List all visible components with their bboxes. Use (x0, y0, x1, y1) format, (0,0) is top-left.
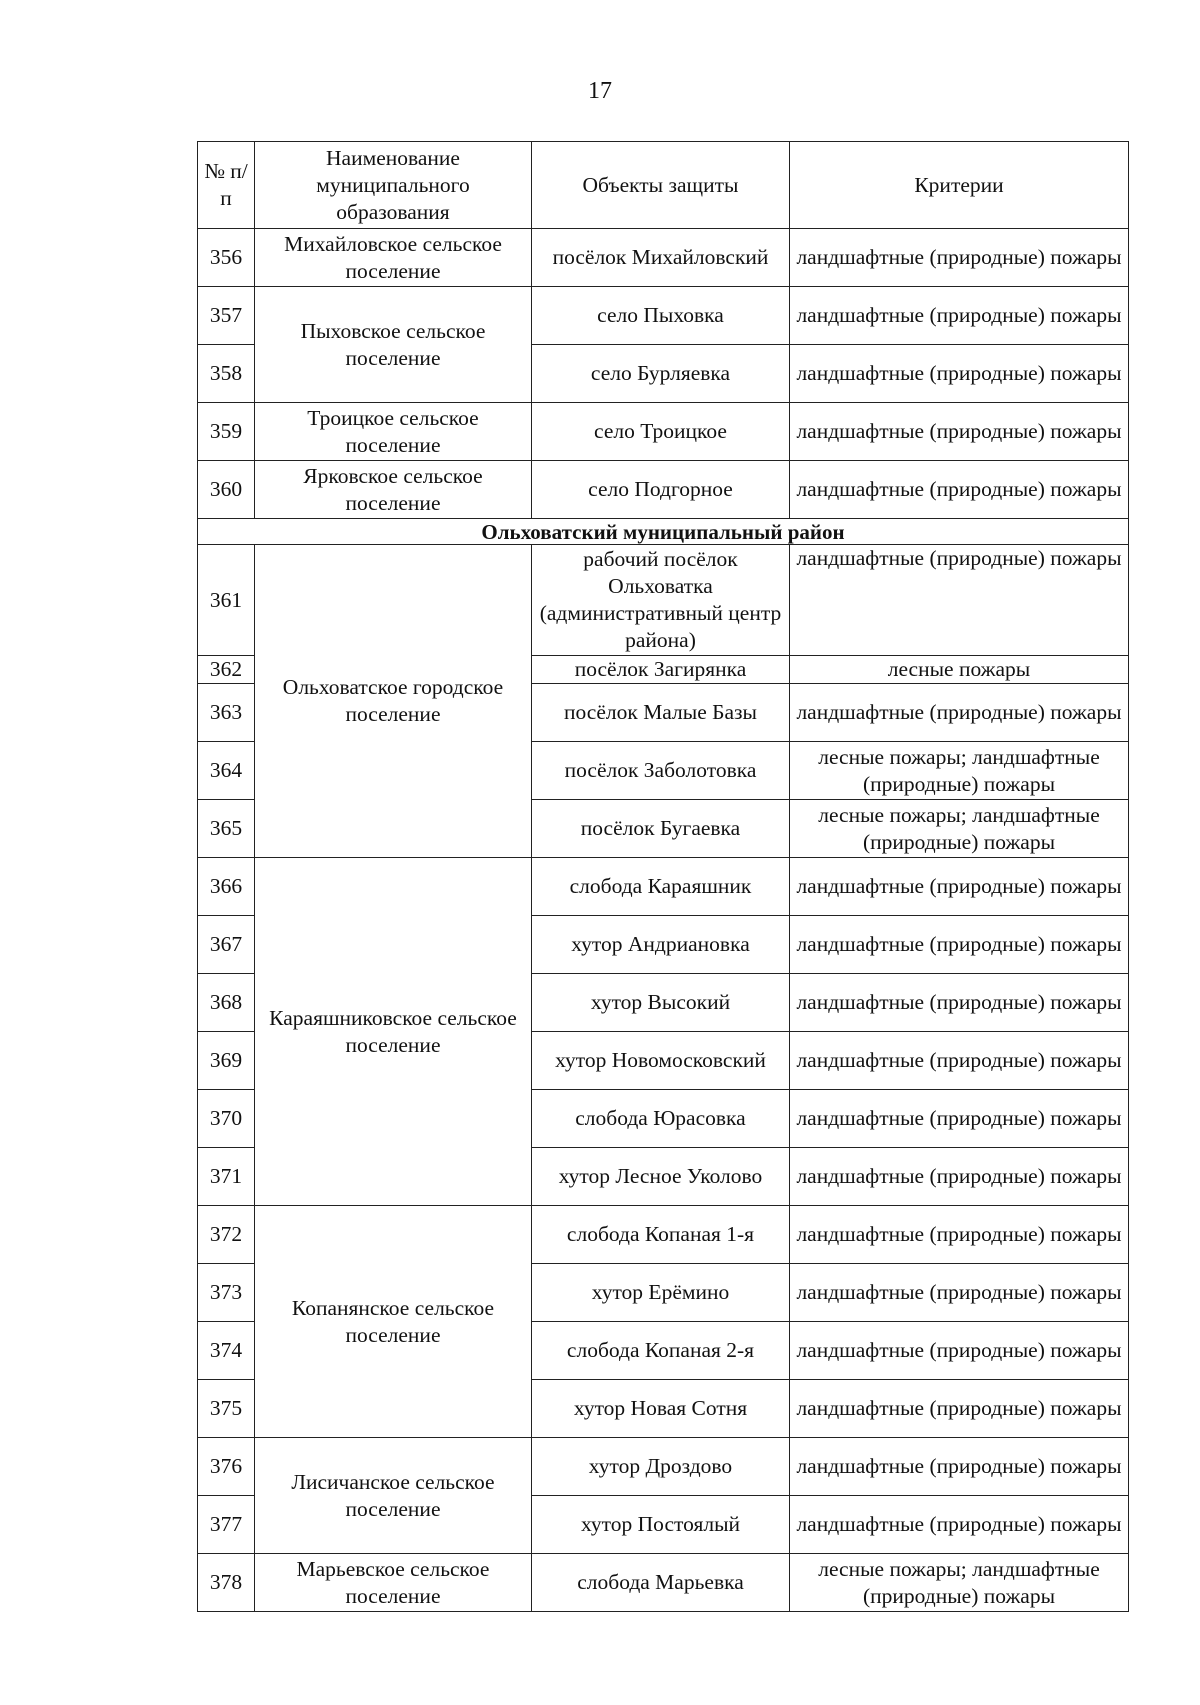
header-num: № п/п (198, 142, 255, 229)
row-object: слобода Юрасовка (532, 1090, 790, 1148)
row-object: посёлок Михайловский (532, 229, 790, 287)
row-criteria: ландшафтные (природные) пожары (790, 1148, 1129, 1206)
row-municipality: Михайловское сельское поселение (255, 229, 532, 287)
row-municipality: Караяшниковское сельское поселение (255, 858, 532, 1206)
section-row (198, 519, 1129, 545)
row-criteria: ландшафтные (природные) пожары (790, 1206, 1129, 1264)
row-num: 363 (198, 684, 255, 742)
row-num: 364 (198, 742, 255, 800)
row-municipality: Ольховатское городское поселение (255, 545, 532, 858)
table-row (198, 461, 1129, 519)
row-criteria: ландшафтные (природные) пожары (790, 403, 1129, 461)
row-municipality: Марьевское сельское поселение (255, 1554, 532, 1612)
row-criteria: лесные пожары; ландшафтные (природные) пожары (790, 800, 1129, 858)
row-criteria: лесные пожары (790, 656, 1129, 684)
row-object: хутор Новая Сотня (532, 1380, 790, 1438)
protection-objects-table (197, 141, 1129, 1612)
table-row (198, 1438, 1129, 1496)
row-criteria: ландшафтные (природные) пожары (790, 1380, 1129, 1438)
row-criteria: лесные пожары; ландшафтные (природные) пожары (790, 742, 1129, 800)
row-object: хутор Высокий (532, 974, 790, 1032)
row-criteria: ландшафтные (природные) пожары (790, 229, 1129, 287)
row-num: 374 (198, 1322, 255, 1380)
row-num: 369 (198, 1032, 255, 1090)
row-num: 371 (198, 1148, 255, 1206)
row-criteria: ландшафтные (природные) пожары (790, 287, 1129, 345)
row-object: слобода Караяшник (532, 858, 790, 916)
row-criteria: ландшафтные (природные) пожары (790, 916, 1129, 974)
row-num: 378 (198, 1554, 255, 1612)
row-num: 370 (198, 1090, 255, 1148)
row-num: 359 (198, 403, 255, 461)
row-municipality: Пыховское сельское поселение (255, 287, 532, 403)
table-row (198, 1554, 1129, 1612)
row-object: посёлок Заболотовка (532, 742, 790, 800)
row-num: 356 (198, 229, 255, 287)
table-row (198, 287, 1129, 345)
row-num: 372 (198, 1206, 255, 1264)
row-municipality: Троицкое сельское поселение (255, 403, 532, 461)
row-criteria: лесные пожары; ландшафтные (природные) пожары (790, 1554, 1129, 1612)
row-num: 366 (198, 858, 255, 916)
row-object: рабочий посёлок Ольховатка (административный центр района) (532, 545, 790, 656)
table-row (198, 545, 1129, 656)
row-criteria: ландшафтные (природные) пожары (790, 974, 1129, 1032)
page-number: 17 (588, 78, 612, 104)
row-criteria: ландшафтные (природные) пожары (790, 461, 1129, 519)
row-object: хутор Дроздово (532, 1438, 790, 1496)
row-num: 360 (198, 461, 255, 519)
section-title: Ольховатский муниципальный район (198, 519, 1129, 545)
row-object: хутор Новомосковский (532, 1032, 790, 1090)
row-object: село Троицкое (532, 403, 790, 461)
table-row (198, 229, 1129, 287)
row-criteria: ландшафтные (природные) пожары (790, 1264, 1129, 1322)
header-object: Объекты защиты (532, 142, 790, 229)
row-object: посёлок Бугаевка (532, 800, 790, 858)
row-criteria: ландшафтные (природные) пожары (790, 1438, 1129, 1496)
row-object: село Бурляевка (532, 345, 790, 403)
row-criteria: ландшафтные (природные) пожары (790, 1090, 1129, 1148)
row-num: 368 (198, 974, 255, 1032)
header-municipality: Наименование муниципального образования (255, 142, 532, 229)
row-num: 373 (198, 1264, 255, 1322)
row-object: слобода Копаная 1-я (532, 1206, 790, 1264)
row-num: 375 (198, 1380, 255, 1438)
row-num: 367 (198, 916, 255, 974)
row-municipality: Ярковское сельское поселение (255, 461, 532, 519)
row-num: 377 (198, 1496, 255, 1554)
row-criteria: ландшафтные (природные) пожары (790, 684, 1129, 742)
row-criteria: ландшафтные (природные) пожары (790, 545, 1129, 656)
row-criteria: ландшафтные (природные) пожары (790, 1322, 1129, 1380)
row-object: село Подгорное (532, 461, 790, 519)
row-object: слобода Копаная 2-я (532, 1322, 790, 1380)
table-row (198, 858, 1129, 916)
table-header-row (198, 142, 1129, 229)
row-num: 362 (198, 656, 255, 684)
row-object: хутор Андриановка (532, 916, 790, 974)
row-object: хутор Лесное Уколово (532, 1148, 790, 1206)
row-object: посёлок Малые Базы (532, 684, 790, 742)
row-municipality: Лисичанское сельское поселение (255, 1438, 532, 1554)
row-criteria: ландшафтные (природные) пожары (790, 345, 1129, 403)
row-object: слобода Марьевка (532, 1554, 790, 1612)
table-row (198, 1206, 1129, 1264)
header-criteria: Критерии (790, 142, 1129, 229)
row-municipality: Копанянское сельское поселение (255, 1206, 532, 1438)
table-row (198, 403, 1129, 461)
row-criteria: ландшафтные (природные) пожары (790, 858, 1129, 916)
row-object: посёлок Загирянка (532, 656, 790, 684)
row-num: 357 (198, 287, 255, 345)
row-num: 358 (198, 345, 255, 403)
row-object: хутор Постоялый (532, 1496, 790, 1554)
row-criteria: ландшафтные (природные) пожары (790, 1032, 1129, 1090)
row-object: село Пыховка (532, 287, 790, 345)
row-num: 376 (198, 1438, 255, 1496)
row-num: 361 (198, 545, 255, 656)
row-criteria: ландшафтные (природные) пожары (790, 1496, 1129, 1554)
row-object: хутор Ерёмино (532, 1264, 790, 1322)
row-num: 365 (198, 800, 255, 858)
